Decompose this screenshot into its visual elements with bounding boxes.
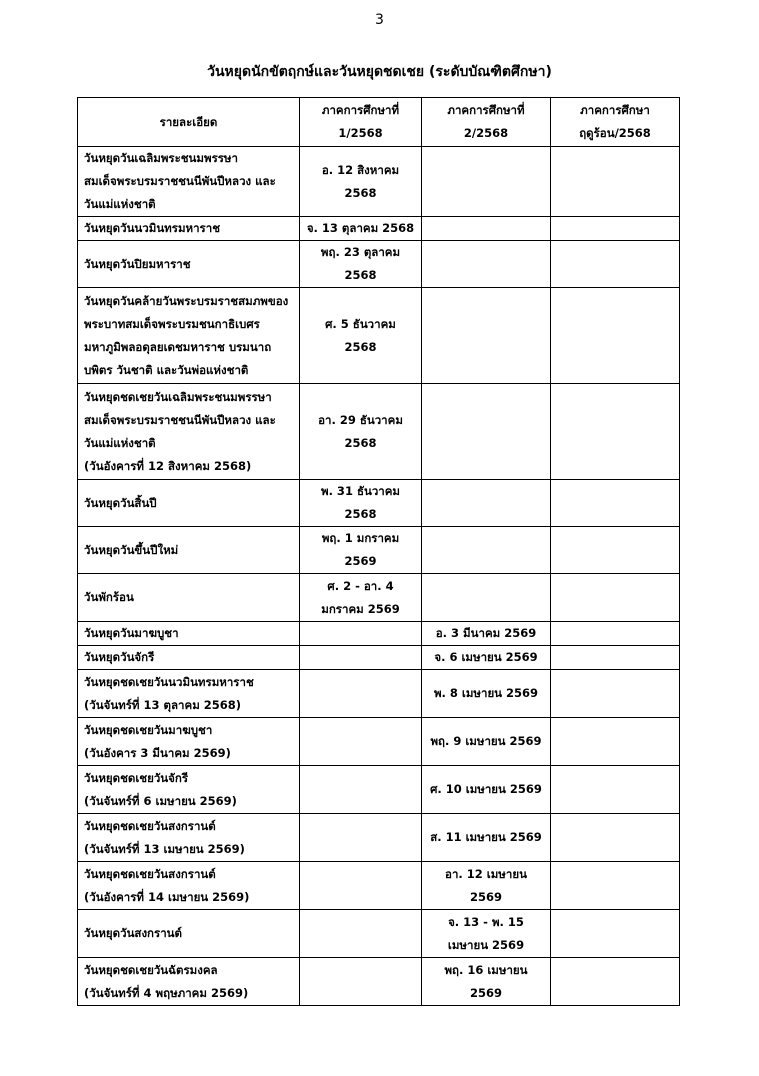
table-row: [78, 646, 680, 670]
semester-2-date-cell: [422, 288, 551, 384]
table-row: [78, 241, 680, 288]
semester-2-date-cell: อา. 12 เมษายน 2569: [422, 862, 551, 910]
semester-2-date-cell: พฤ. 9 เมษายน 2569: [422, 718, 551, 766]
summer-date-cell: [551, 217, 680, 241]
semester-2-date-cell: [422, 480, 551, 527]
semester-1-date-cell: จ. 13 ตุลาคม 2568: [300, 217, 422, 241]
semester-2-date-cell: [422, 574, 551, 622]
holiday-detail-cell: วันหยุดวันขึ้นปีใหม่: [78, 527, 300, 574]
holiday-detail-cell: วันหยุดวันสิ้นปี: [78, 480, 300, 527]
table-row: [78, 958, 680, 1006]
holiday-detail-cell: วันหยุดวันปิยมหาราช: [78, 241, 300, 288]
semester-2-date-cell: ศ. 10 เมษายน 2569: [422, 766, 551, 814]
semester-1-date-cell: [300, 622, 422, 646]
semester-2-date-cell: อ. 3 มีนาคม 2569: [422, 622, 551, 646]
table-row: [78, 622, 680, 646]
summer-date-cell: [551, 622, 680, 646]
table-row: [78, 670, 680, 718]
semester-2-date-cell: จ. 13 - พ. 15 เมษายน 2569: [422, 910, 551, 958]
summer-date-cell: [551, 288, 680, 384]
holiday-detail-cell: วันหยุดชดเชยวันสงกรานต์ (วันจันทร์ที่ 13 เมษายน 2569): [78, 814, 300, 862]
semester-1-date-cell: [300, 646, 422, 670]
semester-1-date-cell: พฤ. 1 มกราคม 2569: [300, 527, 422, 574]
table-row: [78, 574, 680, 622]
summer-date-cell: [551, 766, 680, 814]
page-number: 3: [375, 12, 384, 28]
summer-date-cell: [551, 527, 680, 574]
holiday-detail-cell: วันหยุดวันมาฆบูชา: [78, 622, 300, 646]
table-row: [78, 862, 680, 910]
table-row: [78, 814, 680, 862]
document-title: วันหยุดนักขัตฤกษ์และวันหยุดชดเชย (ระดับบัณฑิตศึกษา): [207, 64, 552, 80]
semester-1-date-cell: [300, 862, 422, 910]
summer-date-cell: [551, 147, 680, 217]
table-row: [78, 384, 680, 480]
semester-1-date-cell: อ. 12 สิงหาคม 2568: [300, 147, 422, 217]
table-row: [78, 217, 680, 241]
holiday-detail-cell: วันพักร้อน: [78, 574, 300, 622]
table-row: [78, 147, 680, 217]
summer-date-cell: [551, 862, 680, 910]
summer-date-cell: [551, 241, 680, 288]
header-semester-2: ภาคการศึกษาที่ 2/2568: [422, 98, 551, 147]
header-detail: รายละเอียด: [78, 98, 300, 147]
summer-date-cell: [551, 480, 680, 527]
header-semester-1: ภาคการศึกษาที่ 1/2568: [300, 98, 422, 147]
header-summer: ภาคการศึกษา ฤดูร้อน/2568: [551, 98, 680, 147]
semester-2-date-cell: [422, 527, 551, 574]
holiday-detail-cell: วันหยุดวันนวมินทรมหาราช: [78, 217, 300, 241]
semester-1-date-cell: [300, 814, 422, 862]
table-row: [78, 718, 680, 766]
semester-1-date-cell: ศ. 5 ธันวาคม 2568: [300, 288, 422, 384]
semester-1-date-cell: อา. 29 ธันวาคม 2568: [300, 384, 422, 480]
semester-2-date-cell: [422, 241, 551, 288]
summer-date-cell: [551, 574, 680, 622]
semester-1-date-cell: ศ. 2 - อา. 4 มกราคม 2569: [300, 574, 422, 622]
table-row: [78, 288, 680, 384]
semester-1-date-cell: [300, 958, 422, 1006]
summer-date-cell: [551, 646, 680, 670]
holiday-detail-cell: วันหยุดชดเชยวันจักรี (วันจันทร์ที่ 6 เมษายน 2569): [78, 766, 300, 814]
holiday-detail-cell: วันหยุดวันสงกรานต์: [78, 910, 300, 958]
summer-date-cell: [551, 384, 680, 480]
semester-1-date-cell: พฤ. 23 ตุลาคม 2568: [300, 241, 422, 288]
table-header-row: [78, 98, 680, 147]
semester-1-date-cell: [300, 766, 422, 814]
table-row: [78, 527, 680, 574]
holiday-detail-cell: วันหยุดวันคล้ายวันพระบรมราชสมภพของ พระบาทสมเด็จพระบรมชนกาธิเบศร มหาภูมิพลอดุลยเดชมหาราช บรมนาถ บพิตร วันชาติ และวันพ่อแห่งชาติ: [78, 288, 300, 384]
semester-1-date-cell: พ. 31 ธันวาคม 2568: [300, 480, 422, 527]
summer-date-cell: [551, 958, 680, 1006]
summer-date-cell: [551, 910, 680, 958]
semester-2-date-cell: จ. 6 เมษายน 2569: [422, 646, 551, 670]
summer-date-cell: [551, 814, 680, 862]
holiday-detail-cell: วันหยุดชดเชยวันนวมินทรมหาราช (วันจันทร์ที่ 13 ตุลาคม 2568): [78, 670, 300, 718]
summer-date-cell: [551, 718, 680, 766]
holiday-detail-cell: วันหยุดชดเชยวันเฉลิมพระชนมพรรษา สมเด็จพระบรมราชชนนีพันปีหลวง และ วันแม่แห่งชาติ (วันอังคารที่ 12 สิงหาคม 2568): [78, 384, 300, 480]
semester-2-date-cell: [422, 217, 551, 241]
semester-1-date-cell: [300, 670, 422, 718]
holiday-detail-cell: วันหยุดชดเชยวันมาฆบูชา (วันอังคาร 3 มีนาคม 2569): [78, 718, 300, 766]
semester-1-date-cell: [300, 718, 422, 766]
semester-2-date-cell: [422, 147, 551, 217]
table-row: [78, 766, 680, 814]
summer-date-cell: [551, 670, 680, 718]
semester-2-date-cell: พฤ. 16 เมษายน 2569: [422, 958, 551, 1006]
holiday-detail-cell: วันหยุดชดเชยวันสงกรานต์ (วันอังคารที่ 14 เมษายน 2569): [78, 862, 300, 910]
table-row: [78, 910, 680, 958]
semester-2-date-cell: ส. 11 เมษายน 2569: [422, 814, 551, 862]
holiday-detail-cell: วันหยุดชดเชยวันฉัตรมงคล (วันจันทร์ที่ 4 พฤษภาคม 2569): [78, 958, 300, 1006]
holiday-detail-cell: วันหยุดวันเฉลิมพระชนมพรรษา สมเด็จพระบรมราชชนนีพันปีหลวง และ วันแม่แห่งชาติ: [78, 147, 300, 217]
semester-2-date-cell: [422, 384, 551, 480]
holiday-detail-cell: วันหยุดวันจักรี: [78, 646, 300, 670]
semester-2-date-cell: พ. 8 เมษายน 2569: [422, 670, 551, 718]
table-row: [78, 480, 680, 527]
semester-1-date-cell: [300, 910, 422, 958]
holiday-table: [77, 97, 680, 1006]
